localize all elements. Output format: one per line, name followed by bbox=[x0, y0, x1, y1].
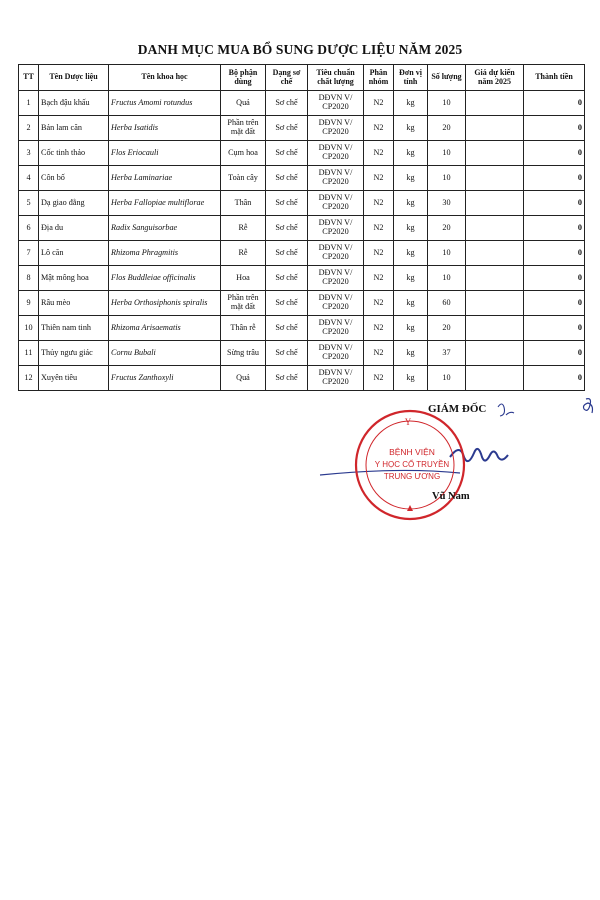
cell-quantity: 10 bbox=[428, 141, 466, 166]
cell-estimated-price bbox=[466, 216, 524, 241]
cell-scientific-name: Herba Orthosiphonis spiralis bbox=[109, 291, 221, 316]
cell-unit: kg bbox=[394, 316, 428, 341]
signatory-name: Vũ Nam bbox=[432, 491, 470, 502]
cell-total: 0 bbox=[524, 141, 585, 166]
cell-tt: 11 bbox=[19, 341, 39, 366]
cell-total: 0 bbox=[524, 266, 585, 291]
cell-quantity: 20 bbox=[428, 116, 466, 141]
cell-estimated-price bbox=[466, 266, 524, 291]
cell-group: N2 bbox=[364, 266, 394, 291]
cell-quantity: 20 bbox=[428, 216, 466, 241]
cell-scientific-name: Fructus Zanthoxyli bbox=[109, 366, 221, 391]
cell-scientific-name: Herba Fallopiae multiflorae bbox=[109, 191, 221, 216]
cell-group: N2 bbox=[364, 341, 394, 366]
table-row bbox=[19, 341, 585, 366]
header-tt: TT bbox=[19, 65, 39, 91]
cell-part-used: Quả bbox=[221, 91, 266, 116]
header-total: Thành tiền bbox=[524, 65, 585, 91]
table-row bbox=[19, 116, 585, 141]
cell-estimated-price bbox=[466, 341, 524, 366]
header-unit: Đơn vị tính bbox=[394, 65, 428, 91]
cell-group: N2 bbox=[364, 166, 394, 191]
cell-quality-standard: DĐVN V/ CP2020 bbox=[308, 341, 364, 366]
header-part-used: Bộ phận dùng bbox=[221, 65, 266, 91]
cell-name: Thiên nam tinh bbox=[39, 316, 109, 341]
cell-part-used: Rễ bbox=[221, 216, 266, 241]
cell-scientific-name: Cornu Bubali bbox=[109, 341, 221, 366]
cell-tt: 10 bbox=[19, 316, 39, 341]
cell-total: 0 bbox=[524, 116, 585, 141]
procurement-table bbox=[18, 64, 585, 391]
cell-quantity: 30 bbox=[428, 191, 466, 216]
cell-scientific-name: Radix Sanguisorbae bbox=[109, 216, 221, 241]
cell-name: Côn bố bbox=[39, 166, 109, 191]
cell-quantity: 60 bbox=[428, 291, 466, 316]
cell-group: N2 bbox=[364, 116, 394, 141]
cell-group: N2 bbox=[364, 241, 394, 266]
cell-group: N2 bbox=[364, 191, 394, 216]
table-header-row bbox=[19, 65, 585, 91]
cell-total: 0 bbox=[524, 216, 585, 241]
cell-processing-form: Sơ chế bbox=[266, 191, 308, 216]
table-row bbox=[19, 316, 585, 341]
cell-tt: 4 bbox=[19, 166, 39, 191]
cell-part-used: Thân bbox=[221, 191, 266, 216]
cell-scientific-name: Flos Buddleiae officinalis bbox=[109, 266, 221, 291]
cell-part-used: Rễ bbox=[221, 241, 266, 266]
cell-unit: kg bbox=[394, 366, 428, 391]
cell-processing-form: Sơ chế bbox=[266, 91, 308, 116]
cell-name: Xuyên tiêu bbox=[39, 366, 109, 391]
cell-total: 0 bbox=[524, 341, 585, 366]
cell-quality-standard: DĐVN V/ CP2020 bbox=[308, 116, 364, 141]
cell-estimated-price bbox=[466, 366, 524, 391]
cell-quality-standard: DĐVN V/ CP2020 bbox=[308, 166, 364, 191]
cell-scientific-name: Herba Laminariae bbox=[109, 166, 221, 191]
header-name: Tên Dược liệu bbox=[39, 65, 109, 91]
cell-total: 0 bbox=[524, 291, 585, 316]
cell-unit: kg bbox=[394, 341, 428, 366]
cell-group: N2 bbox=[364, 316, 394, 341]
cell-part-used: Cụm hoa bbox=[221, 141, 266, 166]
cell-quantity: 10 bbox=[428, 241, 466, 266]
cell-group: N2 bbox=[364, 141, 394, 166]
cell-unit: kg bbox=[394, 191, 428, 216]
header-estimated-price: Giá dự kiến năm 2025 bbox=[466, 65, 524, 91]
cell-name: Lô căn bbox=[39, 241, 109, 266]
table-row bbox=[19, 366, 585, 391]
cell-quantity: 37 bbox=[428, 341, 466, 366]
cell-unit: kg bbox=[394, 91, 428, 116]
cell-total: 0 bbox=[524, 166, 585, 191]
cell-processing-form: Sơ chế bbox=[266, 216, 308, 241]
cell-total: 0 bbox=[524, 191, 585, 216]
cell-estimated-price bbox=[466, 166, 524, 191]
table-row bbox=[19, 241, 585, 266]
cell-part-used: Phần trên mặt đất bbox=[221, 116, 266, 141]
cell-processing-form: Sơ chế bbox=[266, 266, 308, 291]
cell-processing-form: Sơ chế bbox=[266, 316, 308, 341]
table-row bbox=[19, 141, 585, 166]
seal-text: TRUNG ƯƠNG bbox=[383, 472, 441, 481]
cell-quantity: 10 bbox=[428, 166, 466, 191]
cell-processing-form: Sơ chế bbox=[266, 341, 308, 366]
cell-estimated-price bbox=[466, 316, 524, 341]
cell-unit: kg bbox=[394, 166, 428, 191]
cell-total: 0 bbox=[524, 366, 585, 391]
cell-scientific-name: Fructus Amomi rotundus bbox=[109, 91, 221, 116]
cell-tt: 2 bbox=[19, 116, 39, 141]
cell-processing-form: Sơ chế bbox=[266, 241, 308, 266]
header-group: Phân nhóm bbox=[364, 65, 394, 91]
cell-estimated-price bbox=[466, 116, 524, 141]
table-body bbox=[19, 91, 585, 391]
cell-estimated-price bbox=[466, 191, 524, 216]
cell-quantity: 10 bbox=[428, 266, 466, 291]
cell-estimated-price bbox=[466, 141, 524, 166]
cell-processing-form: Sơ chế bbox=[266, 141, 308, 166]
cell-unit: kg bbox=[394, 291, 428, 316]
cell-tt: 9 bbox=[19, 291, 39, 316]
cell-tt: 1 bbox=[19, 91, 39, 116]
document-title: DANH MỤC MUA BỔ SUNG DƯỢC LIỆU NĂM 2025 bbox=[137, 42, 463, 57]
cell-scientific-name: Herba Isatidis bbox=[109, 116, 221, 141]
cell-processing-form: Sơ chế bbox=[266, 291, 308, 316]
cell-quality-standard: DĐVN V/ CP2020 bbox=[308, 241, 364, 266]
cell-total: 0 bbox=[524, 241, 585, 266]
cell-tt: 3 bbox=[19, 141, 39, 166]
cell-group: N2 bbox=[364, 366, 394, 391]
signature-block bbox=[300, 395, 600, 525]
table-row bbox=[19, 216, 585, 241]
cell-estimated-price bbox=[466, 241, 524, 266]
signatory-title: GIÁM ĐỐC bbox=[428, 403, 487, 415]
cell-quality-standard: DĐVN V/ CP2020 bbox=[308, 191, 364, 216]
cell-group: N2 bbox=[364, 91, 394, 116]
cell-scientific-name: Rhizoma Arisaematis bbox=[109, 316, 221, 341]
table-row bbox=[19, 191, 585, 216]
cell-quantity: 10 bbox=[428, 91, 466, 116]
cell-quality-standard: DĐVN V/ CP2020 bbox=[308, 141, 364, 166]
cell-quality-standard: DĐVN V/ CP2020 bbox=[308, 266, 364, 291]
cell-name: Bạch đậu khấu bbox=[39, 91, 109, 116]
cell-tt: 12 bbox=[19, 366, 39, 391]
cell-name: Dạ giao đằng bbox=[39, 191, 109, 216]
cell-part-used: Quả bbox=[221, 366, 266, 391]
cell-quality-standard: DĐVN V/ CP2020 bbox=[308, 91, 364, 116]
cell-total: 0 bbox=[524, 316, 585, 341]
header-scientific-name: Tên khoa học bbox=[109, 65, 221, 91]
cell-quantity: 10 bbox=[428, 366, 466, 391]
cell-name: Cốc tinh thảo bbox=[39, 141, 109, 166]
cell-tt: 8 bbox=[19, 266, 39, 291]
cell-group: N2 bbox=[364, 216, 394, 241]
table-row bbox=[19, 91, 585, 116]
cell-unit: kg bbox=[394, 116, 428, 141]
cell-unit: kg bbox=[394, 216, 428, 241]
cell-tt: 5 bbox=[19, 191, 39, 216]
cell-estimated-price bbox=[466, 91, 524, 116]
cell-part-used: Hoa bbox=[221, 266, 266, 291]
cell-processing-form: Sơ chế bbox=[266, 366, 308, 391]
cell-unit: kg bbox=[394, 266, 428, 291]
header-quantity: Số lượng bbox=[428, 65, 466, 91]
cell-processing-form: Sơ chế bbox=[266, 116, 308, 141]
cell-group: N2 bbox=[364, 291, 394, 316]
cell-part-used: Thân rễ bbox=[221, 316, 266, 341]
cell-unit: kg bbox=[394, 141, 428, 166]
cell-tt: 6 bbox=[19, 216, 39, 241]
cell-scientific-name: Flos Eriocauli bbox=[109, 141, 221, 166]
cell-total: 0 bbox=[524, 91, 585, 116]
cell-name: Mật mông hoa bbox=[39, 266, 109, 291]
official-seal bbox=[350, 405, 470, 525]
cell-quality-standard: DĐVN V/ CP2020 bbox=[308, 291, 364, 316]
seal-text: BỆNH VIỆN bbox=[389, 447, 435, 457]
seal-text: Y HỌC CỔ TRUYỀN bbox=[374, 460, 450, 469]
cell-tt: 7 bbox=[19, 241, 39, 266]
header-quality-standard: Tiêu chuẩn chất lượng bbox=[308, 65, 364, 91]
table-row bbox=[19, 166, 585, 191]
cell-quality-standard: DĐVN V/ CP2020 bbox=[308, 366, 364, 391]
cell-quantity: 20 bbox=[428, 316, 466, 341]
header-processing-form: Dạng sơ chế bbox=[266, 65, 308, 91]
cell-quality-standard: DĐVN V/ CP2020 bbox=[308, 316, 364, 341]
cell-part-used: Sừng trâu bbox=[221, 341, 266, 366]
table-row bbox=[19, 266, 585, 291]
cell-part-used: Toàn cây bbox=[221, 166, 266, 191]
cell-estimated-price bbox=[466, 291, 524, 316]
cell-name: Bản lam căn bbox=[39, 116, 109, 141]
cell-name: Râu mèo bbox=[39, 291, 109, 316]
cell-processing-form: Sơ chế bbox=[266, 166, 308, 191]
cell-name: Thủy ngưu giác bbox=[39, 341, 109, 366]
cell-quality-standard: DĐVN V/ CP2020 bbox=[308, 216, 364, 241]
cell-scientific-name: Rhizoma Phragmitis bbox=[109, 241, 221, 266]
cell-part-used: Phần trên mặt đất bbox=[221, 291, 266, 316]
cell-name: Địa du bbox=[39, 216, 109, 241]
table-row bbox=[19, 291, 585, 316]
svg-text:Y: Y bbox=[404, 417, 412, 427]
cell-unit: kg bbox=[394, 241, 428, 266]
